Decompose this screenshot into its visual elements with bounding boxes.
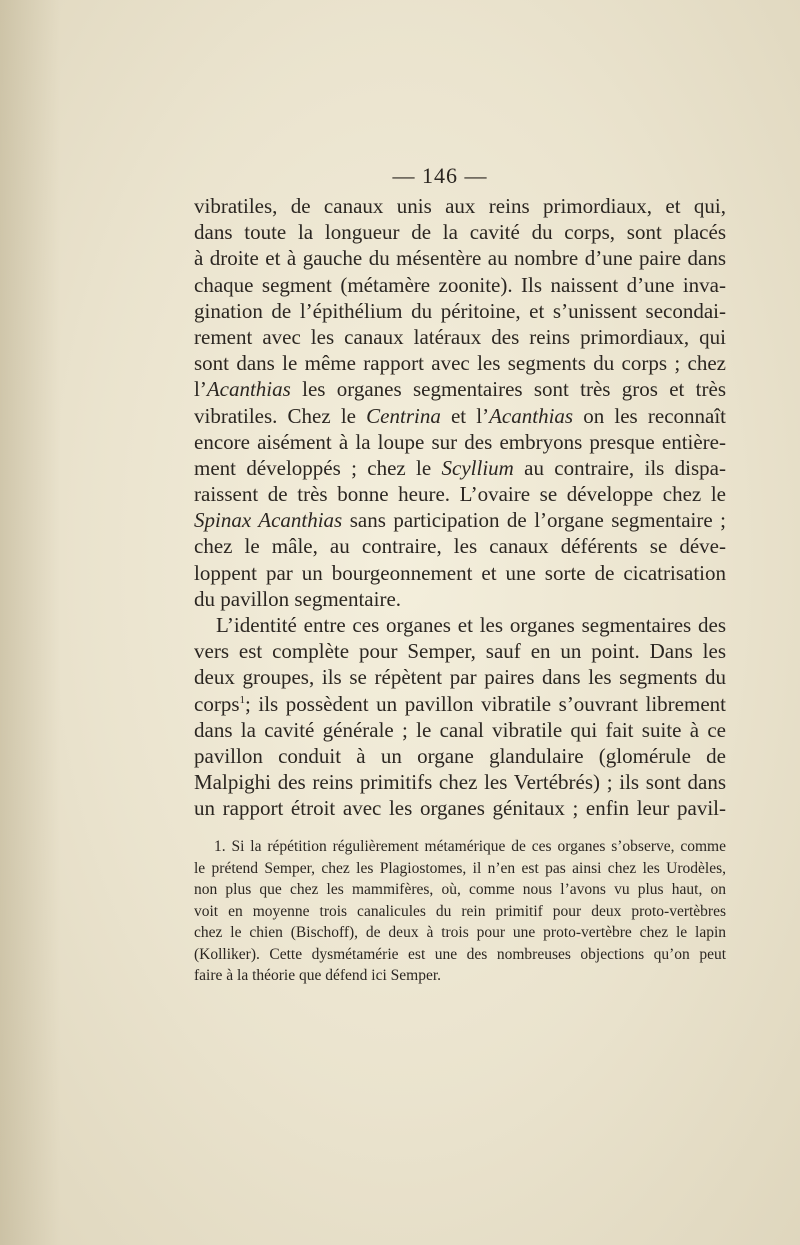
text-segment: l’ (194, 377, 207, 402)
text-segment: au contraire, ils dispa- (513, 455, 726, 480)
italic-taxon: Acanthias (206, 377, 291, 402)
page-number: — 146 — (392, 163, 488, 188)
text-line (194, 586, 726, 612)
text-segment: dans la cavité générale ; le canal vibratile qui fait suite à ce (194, 717, 726, 742)
footnote-marker: 1 (239, 693, 245, 706)
text-segment: pavillon conduit à un organe glandulaire (glomérule de (194, 743, 726, 768)
text-line (194, 507, 726, 533)
italic-taxon: Scyllium (441, 455, 514, 480)
text-segment: deux groupes, ils se répètent par paires dans les segments du (194, 665, 726, 690)
text-segment: vibratiles. Chez le (194, 403, 367, 428)
text-line (194, 376, 726, 402)
italic-taxon: Acanthias (489, 403, 574, 428)
text-line (194, 743, 726, 769)
text-segment: vibratiles, de canaux unis aux reins primordiaux, et qui, (194, 194, 726, 218)
text-line (194, 245, 726, 271)
italic-taxon: Centrina (366, 403, 441, 428)
text-segment: corps (194, 691, 240, 716)
text-segment: rement avec les canaux latéraux des reins primordiaux, qui (194, 324, 726, 349)
text-segment: chez le mâle, au contraire, les canaux déférents se déve- (194, 534, 726, 559)
text-segment: sans participation de l’organe segmentaire ; (342, 508, 727, 533)
text-line (194, 612, 726, 638)
text-segment: sont dans le même rapport avec les segments du corps ; chez (194, 351, 726, 376)
text-segment: chaque segment (métamère zoonite). Ils naissent d’une inva- (194, 272, 726, 297)
text-segment: et l’ (440, 403, 490, 428)
text-segment: gination de l’épithélium du péritoine, et s’unissent secondai- (194, 298, 726, 323)
text-line (194, 429, 726, 455)
text-line (194, 272, 726, 298)
footnote-line: faire à la théorie que défend ici Semper. (194, 967, 442, 984)
text-segment: loppent par un bourgeonnement et une sorte de cicatrisation (194, 560, 726, 585)
text-line (194, 691, 726, 717)
text-segment: ; ils possèdent un pavillon vibratile s’ouvrant librement (245, 691, 726, 716)
text-segment: dans toute la longueur de la cavité du corps, sont placés (194, 220, 726, 245)
text-line (194, 481, 726, 507)
text-segment: à droite et à gauche du mésentère au nombre d’une paire dans (194, 246, 726, 271)
text-line (194, 193, 726, 219)
text-line (194, 219, 726, 245)
text-segment: encore aisément à la loupe sur des embryons presque entière- (194, 429, 726, 454)
text-line (194, 717, 726, 743)
text-segment: ment développés ; chez le (194, 455, 442, 480)
text-segment: du pavillon segmentaire. (194, 586, 402, 611)
text-segment: L’identité entre ces organes et les organes segmentaires des (216, 613, 726, 637)
footnote-line: voit en moyenne trois canalicules du rein primitif pour deux proto-vertèbres (194, 902, 726, 920)
text-line (194, 769, 726, 795)
footnotes (194, 836, 726, 987)
footnote-line: chez le chien (Bischoff), de deux à trois pour une proto-vertèbre chez le lapin (194, 924, 726, 941)
text-line (194, 664, 726, 690)
text-line (194, 455, 726, 481)
text-line (194, 324, 726, 350)
text-segment: les organes segmentaires sont très gros et très (290, 377, 726, 402)
footnote-line: non plus que chez les mammifères, où, comme nous l’avons vu plus haut, on (194, 881, 726, 898)
footnote-line: le prétend Semper, chez les Plagiostomes, il n’en est pas ainsi chez les Urodèles, (194, 859, 726, 877)
footnote-line: 1. Si la répétition régulièrement métamérique de ces organes s’observe, comme (214, 838, 726, 855)
text-line (194, 560, 726, 586)
text-line (194, 403, 726, 429)
text-line (194, 533, 726, 559)
text-line (194, 298, 726, 324)
text-line (194, 795, 726, 821)
text-line (194, 350, 726, 376)
italic-taxon: Spinax Acanthias (194, 508, 343, 533)
text-segment: on les reconnaît (573, 403, 727, 428)
text-segment: un rapport étroit avec les organes génitaux ; enfin leur pavil- (194, 796, 726, 821)
text-segment: raissent de très bonne heure. L’ovaire se développe chez le (194, 482, 726, 507)
text-segment: vers est complète pour Semper, sauf en un point. Dans les (194, 639, 726, 664)
text-segment: Malpighi des reins primitifs chez les Vertébrés) ; ils sont dans (194, 770, 726, 795)
body-text (194, 193, 726, 822)
footnote-line: (Kolliker). Cette dysmétamérie est une des nombreuses objections qu’on peut (194, 945, 726, 963)
text-line (194, 638, 726, 664)
